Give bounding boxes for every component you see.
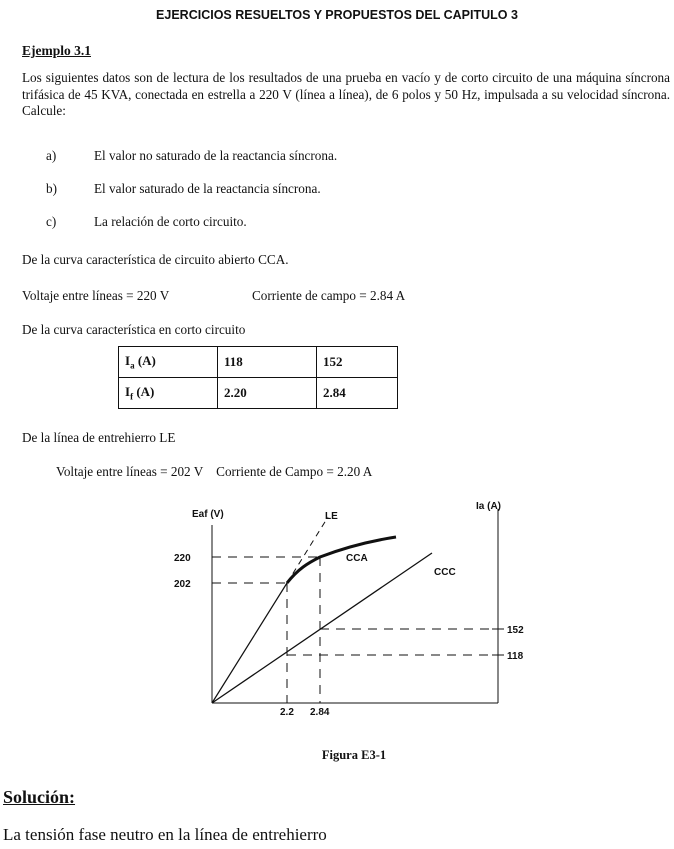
left-axis-label: Eaf (V) bbox=[192, 509, 224, 520]
x-tick-label: 2.84 bbox=[310, 707, 330, 718]
short-circuit-table bbox=[118, 346, 398, 409]
table-row bbox=[119, 378, 398, 409]
series-le-line bbox=[212, 583, 287, 703]
chapter-title: EJERCICIOS RESUELTOS Y PROPUESTOS DEL CAPITULO 3 bbox=[156, 8, 518, 22]
magnetization-chart bbox=[150, 495, 530, 730]
series-ccc-line bbox=[212, 553, 432, 703]
item-c-text: La relación de corto circuito. bbox=[94, 214, 247, 229]
table-cell: 152 bbox=[317, 347, 398, 378]
intro-paragraph: Los siguientes datos son de lectura de los resultados de una prueba en vacío y de corto circuito de una máquina síncrona trifásica de 45 KVA, conectada en estrella a 220 V (línea a línea), de 6 polos y 50 Hz, impulsada a su velocidad síncrona. Calcule: bbox=[22, 70, 670, 118]
table-row bbox=[119, 347, 398, 378]
solution-text: La tensión fase neutro en la línea de entrehierro bbox=[3, 825, 327, 844]
cca-current: Corriente de campo = 2.84 A bbox=[252, 288, 406, 303]
series-label-ccc: CCC bbox=[434, 567, 456, 578]
item-a-letter: a) bbox=[46, 148, 57, 163]
right-tick-label: 152 bbox=[507, 625, 524, 636]
right-axis-label: Ia (A) bbox=[476, 501, 501, 512]
table-cell: 2.84 bbox=[317, 378, 398, 409]
series-cca-line bbox=[287, 537, 396, 583]
cca-voltage: Voltaje entre líneas = 220 V bbox=[22, 288, 170, 303]
series-le-extension bbox=[287, 517, 328, 583]
left-tick-label: 220 bbox=[174, 553, 191, 564]
cc-heading: De la curva característica en corto circuito bbox=[22, 322, 246, 337]
example-label: Ejemplo 3.1 bbox=[22, 43, 91, 58]
table-cell: 2.20 bbox=[218, 378, 317, 409]
item-b-text: El valor saturado de la reactancia síncrona. bbox=[94, 181, 321, 196]
right-tick-label: 118 bbox=[507, 651, 524, 662]
figure-caption: Figura E3-1 bbox=[321, 748, 387, 762]
series-label-cca: CCA bbox=[346, 553, 368, 564]
table-row-label: $I_a$ (A) bbox=[119, 347, 218, 378]
left-tick-label: 202 bbox=[174, 579, 191, 590]
table-row-label: $I_f$ (A) bbox=[119, 378, 218, 409]
solution-heading: Solución: bbox=[3, 787, 76, 807]
series-label-le: LE bbox=[325, 511, 338, 522]
cca-heading: De la curva característica de circuito abierto CCA. bbox=[22, 252, 289, 267]
table-cell: 118 bbox=[218, 347, 317, 378]
item-a-text: El valor no saturado de la reactancia síncrona. bbox=[94, 148, 338, 163]
x-tick-label: 2.2 bbox=[280, 707, 294, 718]
item-c-letter: c) bbox=[46, 214, 57, 229]
item-b-letter: b) bbox=[46, 181, 57, 196]
le-values: Voltaje entre líneas = 202 V Corriente de Campo = 2.20 A bbox=[56, 464, 373, 479]
le-heading: De la línea de entrehierro LE bbox=[22, 430, 176, 445]
